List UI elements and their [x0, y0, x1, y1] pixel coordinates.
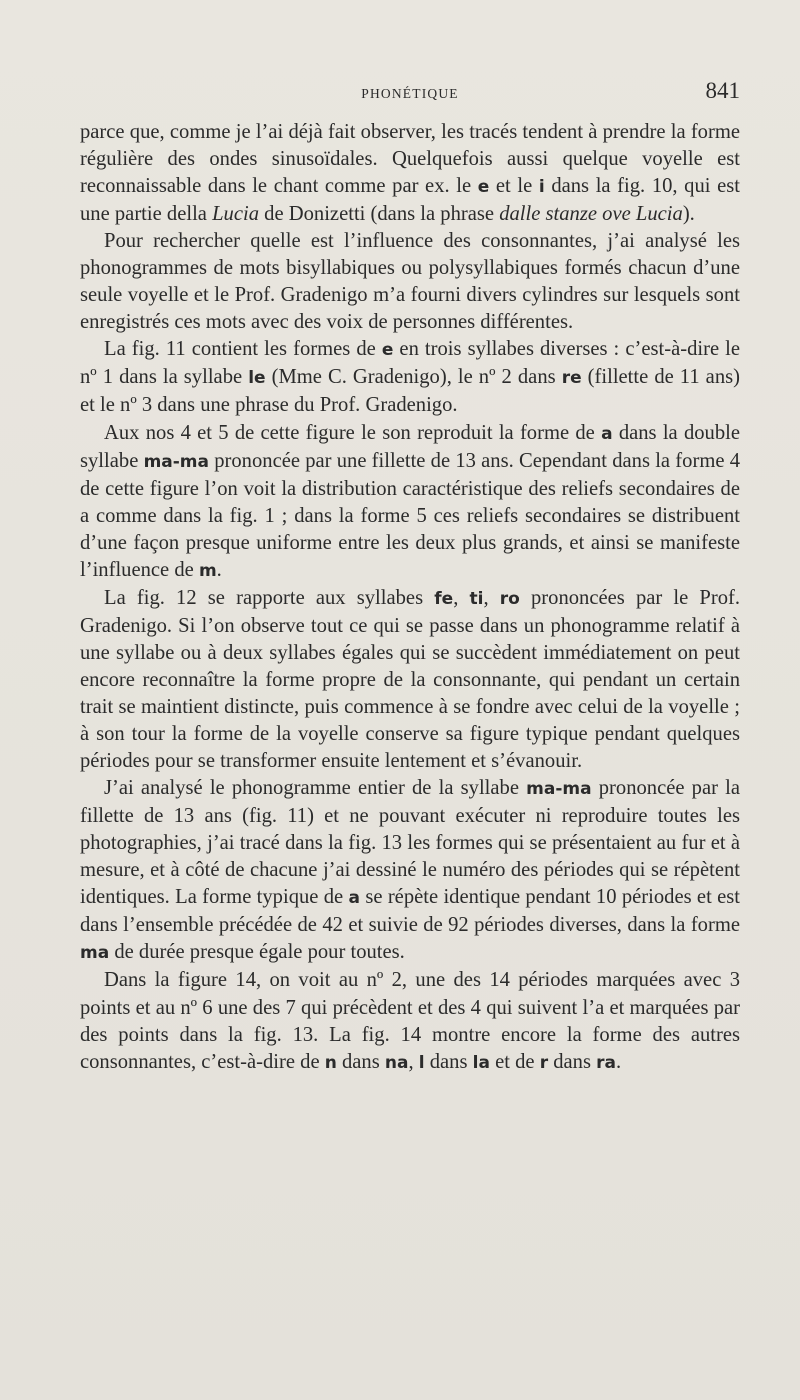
text-run: et de: [489, 1050, 540, 1073]
text-run: ,: [408, 1050, 419, 1073]
bold-syllable: la: [472, 1052, 490, 1073]
text-run: Aux nos 4 et 5 de cette figure le son reproduit la forme de: [104, 421, 602, 444]
italic-title: Lucia: [212, 203, 260, 226]
text-run: La fig. 11 contient les formes de: [104, 338, 382, 361]
text-run: dans: [548, 1050, 597, 1073]
paragraph-2: Pour rechercher quelle est l’influence des consonnantes, j’ai analysé les phonogrammes de mots bisyllabiques ou polysyllabiques formés chacun d’une seule voyelle et le Prof. Gradenigo m’a fourni divers cylindres sur lesquels sont enregistrés ces mots avec des voix de personnes différentes.: [80, 230, 740, 334]
page-header: [80, 76, 740, 110]
bold-letter: r: [539, 1052, 549, 1073]
text-run: Dans la figure 14, on voit au nº 2, une des 14 périodes marquées avec 3 points et au nº 6 une des 7 qui précèdent et des 4 qui suivent l’a et marquées par des points dans la fig. 13. La fig. 14 montre encore la forme des autres consonnantes, c’est-à-dire de: [80, 969, 740, 1073]
bold-letter: i: [538, 177, 545, 198]
text-run: J’ai analysé le phonogramme entier de la syllabe: [104, 777, 527, 800]
text-run: dans la fig. 10, qui est une partie della: [80, 175, 740, 226]
bold-letter: a: [601, 423, 613, 444]
text-run: prononcée par la fillette de 13 ans (fig. 11) et ne pouvant exécuter ni reproduire toutes les photographies, j’ai tracé dans la fig. 13 les formes qui se présentaient au fur et à mesure, et à côté de chacune j’ai dessiné le numéro des périodes qui se répètent identiques. La forme typique de: [80, 777, 740, 909]
page-number: 841: [705, 78, 740, 103]
bold-syllable: re: [561, 368, 582, 389]
bold-syllable: ma-ma: [143, 451, 209, 472]
text-run: de Donizetti (dans la phrase: [259, 203, 500, 226]
paragraph-7: [80, 967, 740, 1076]
bold-letter: l: [418, 1052, 425, 1073]
text-run: de durée presque égale pour toutes.: [109, 941, 405, 964]
text-run: en trois syllabes diverses : c’est-à-dire le nº 1 dans la syllabe: [80, 338, 741, 389]
text-run: (fillette de 11 ans) et le nº 3 dans une phrase du Prof. Gradenigo.: [80, 366, 740, 417]
text-run: dans: [336, 1050, 385, 1073]
bold-letter: m: [198, 560, 217, 581]
bold-syllable: na: [384, 1052, 409, 1073]
text-run: dans la double syllabe: [80, 421, 741, 472]
bold-letter: e: [477, 177, 490, 198]
bold-letter: a: [348, 888, 361, 909]
paragraph-4: [80, 420, 740, 585]
text-run: ,: [483, 586, 500, 609]
paragraph-6: [80, 775, 740, 967]
bold-syllable: ro: [499, 588, 520, 609]
text-run: ,: [453, 586, 470, 609]
paragraph-1: [80, 119, 740, 228]
bold-syllable: ma: [80, 943, 110, 964]
bold-letter: e: [381, 340, 394, 361]
text-run: se répète identique pendant 10 périodes et est dans l’ensemble précédée de 42 et suivie de 92 périodes diverses, dans la forme: [80, 886, 740, 937]
text-run: parce que, comme je l’ai déjà fait observer, les tracés tendent à prendre la forme régulière des ondes sinusoïdales. Quelquefois aussi quelque voyelle est reconnaissable dans le chant comme par ex. le: [80, 121, 740, 198]
text-run: prononcées par le Prof. Gradenigo. Si l’on observe tout ce qui se passe dans un phonogramme relatif à une syllabe ou à deux syllabes égales qui se succèdent immédiatement on peut encore reconnaître la forme propre de la consonnante, qui pendant un certain trait se maintient distincte, puis commence à se fondre avec celui de la voyelle ; à son tour la forme de la voyelle conserve sa figure typique pendant quelques périodes pour se transformer ensuite lentement et s’évanouir.: [80, 586, 741, 773]
bold-syllable: fe: [434, 588, 454, 609]
bold-syllable: ra: [596, 1052, 616, 1073]
bold-letter: n: [324, 1052, 337, 1073]
text-run: dans: [424, 1050, 473, 1073]
bold-syllable: le: [248, 368, 266, 389]
italic-phrase: dalle stanze ove Lucia: [499, 203, 683, 226]
paragraph-5: [80, 585, 740, 775]
text-run: .: [616, 1050, 622, 1073]
running-title: PHONÉTIQUE: [361, 86, 459, 101]
body-text: [80, 119, 740, 1077]
text-run: .: [216, 558, 222, 581]
text-run: (Mme C. Gradenigo), le nº 2 dans: [265, 366, 562, 389]
text-run: prononcée par une fillette de 13 ans. Cependant dans la forme 4 de cette figure l’on voit la distribution caractéristique des reliefs secondaires de a comme dans la fig. 1 ; dans la forme 5 ces reliefs secondaires se distribuent d’une façon presque uniforme entre les deux plus grands, et ainsi se manifeste l’influence de: [80, 449, 740, 581]
text-run: et le: [489, 175, 539, 198]
bold-syllable: ma-ma: [526, 779, 592, 800]
bold-syllable: ti: [469, 588, 484, 609]
paragraph-3: [80, 336, 740, 419]
text-run: La fig. 12 se rapporte aux syllabes: [104, 586, 435, 609]
text-run: ).: [682, 203, 695, 226]
